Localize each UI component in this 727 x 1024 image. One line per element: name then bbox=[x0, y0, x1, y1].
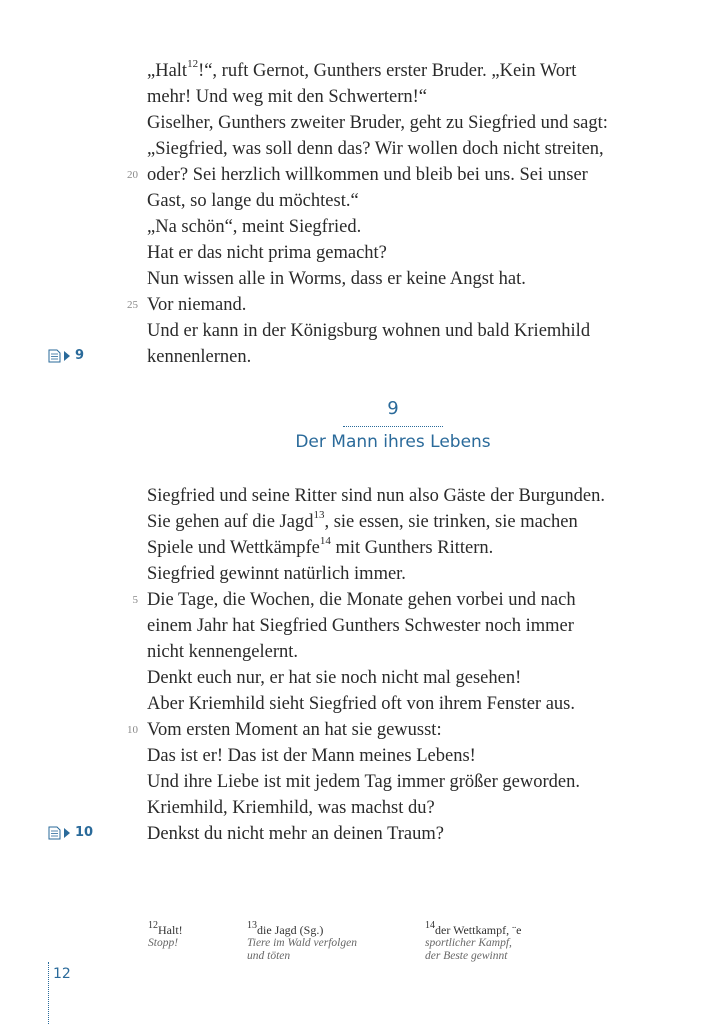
text-line: Und ihre Liebe ist mit jedem Tag immer größer geworden. bbox=[147, 772, 580, 792]
footnote-12: $^{12}$Halt! Stopp! bbox=[148, 920, 183, 949]
text-line: Aber Kriemhild sieht Siegfried oft von ihrem Fenster aus. bbox=[147, 694, 575, 714]
audio-track-10[interactable] bbox=[48, 825, 93, 840]
chapter-number: 9 bbox=[387, 398, 399, 419]
text-line: Siegfried und seine Ritter sind nun also Gäste der Burgunden. bbox=[147, 486, 605, 506]
text-line: „Siegfried, was soll denn das? Wir wollen doch nicht streiten, bbox=[147, 139, 604, 159]
page-edge-rule bbox=[48, 962, 49, 1024]
text-line: Sie gehen auf die Jagd$^{13}$, sie essen, sie trinken, sie machen bbox=[147, 508, 578, 532]
text-line: Vom ersten Moment an hat sie gewusst: bbox=[147, 720, 442, 740]
line-number: 5 bbox=[132, 594, 138, 606]
audio-track-9[interactable] bbox=[48, 348, 84, 363]
document-play-icon bbox=[48, 826, 72, 840]
document-play-icon bbox=[48, 349, 72, 363]
text-line: Und er kann in der Königsburg wohnen und bald Kriemhild bbox=[147, 321, 591, 341]
line-number: 20 bbox=[127, 169, 138, 181]
chapter-title: Der Mann ihres Lebens bbox=[295, 432, 491, 452]
text-line: „Na schön“, meint Siegfried. bbox=[147, 217, 362, 237]
text-line: Vor niemand. bbox=[147, 295, 247, 315]
text-line: oder? Sei herzlich willkommen und bleib bei uns. Sei unser bbox=[147, 165, 588, 185]
footnote-13: $^{13}$die Jagd (Sg.) Tiere im Wald verfolgen und töten bbox=[247, 920, 357, 962]
line-number: 10 bbox=[127, 724, 138, 736]
page-number: 12 bbox=[53, 966, 71, 982]
text-line: Spiele und Wettkämpfe$^{14}$ mit Gunthers Rittern. bbox=[147, 534, 494, 558]
text-line: kennenlernen. bbox=[147, 347, 252, 367]
text-line: einem Jahr hat Siegfried Gunthers Schwester noch immer bbox=[147, 616, 574, 636]
footnote-14: $^{14}$der Wettkampf, ¨e sportlicher Kampf, der Beste gewinnt bbox=[425, 920, 522, 962]
text-line: Gast, so lange du möchtest.“ bbox=[147, 191, 359, 211]
text-line: Giselher, Gunthers zweiter Bruder, geht zu Siegfried und sagt: bbox=[147, 113, 608, 133]
text-line: Nun wissen alle in Worms, dass er keine Angst hat. bbox=[147, 269, 526, 289]
line-number: 25 bbox=[127, 299, 138, 311]
text-line: nicht kennengelernt. bbox=[147, 642, 299, 662]
footnote-ref-14[interactable]: 14 bbox=[319, 534, 331, 547]
text-line: Denkst du nicht mehr an deinen Traum? bbox=[147, 824, 444, 844]
text-line: mehr! Und weg mit den Schwertern!“ bbox=[147, 87, 427, 107]
text-line: „Halt$^{12}$!“, ruft Gernot, Gunthers erster Bruder. „Kein Wort bbox=[147, 57, 577, 81]
text-line: Die Tage, die Wochen, die Monate gehen vorbei und nach bbox=[147, 590, 576, 610]
footnote-ref-12[interactable]: 12 bbox=[187, 57, 199, 70]
audio-track-number: 10 bbox=[75, 825, 94, 840]
text-line: Kriemhild, Kriemhild, was machst du? bbox=[147, 798, 435, 818]
text-line: Das ist er! Das ist der Mann meines Lebens! bbox=[147, 746, 476, 766]
text-line: Denkt euch nur, er hat sie noch nicht mal gesehen! bbox=[147, 668, 522, 688]
text-line: Siegfried gewinnt natürlich immer. bbox=[147, 564, 406, 584]
footnote-ref-13[interactable]: 13 bbox=[313, 508, 325, 521]
audio-track-number: 9 bbox=[75, 348, 85, 363]
chapter-divider bbox=[343, 426, 443, 427]
text-line: Hat er das nicht prima gemacht? bbox=[147, 243, 387, 263]
